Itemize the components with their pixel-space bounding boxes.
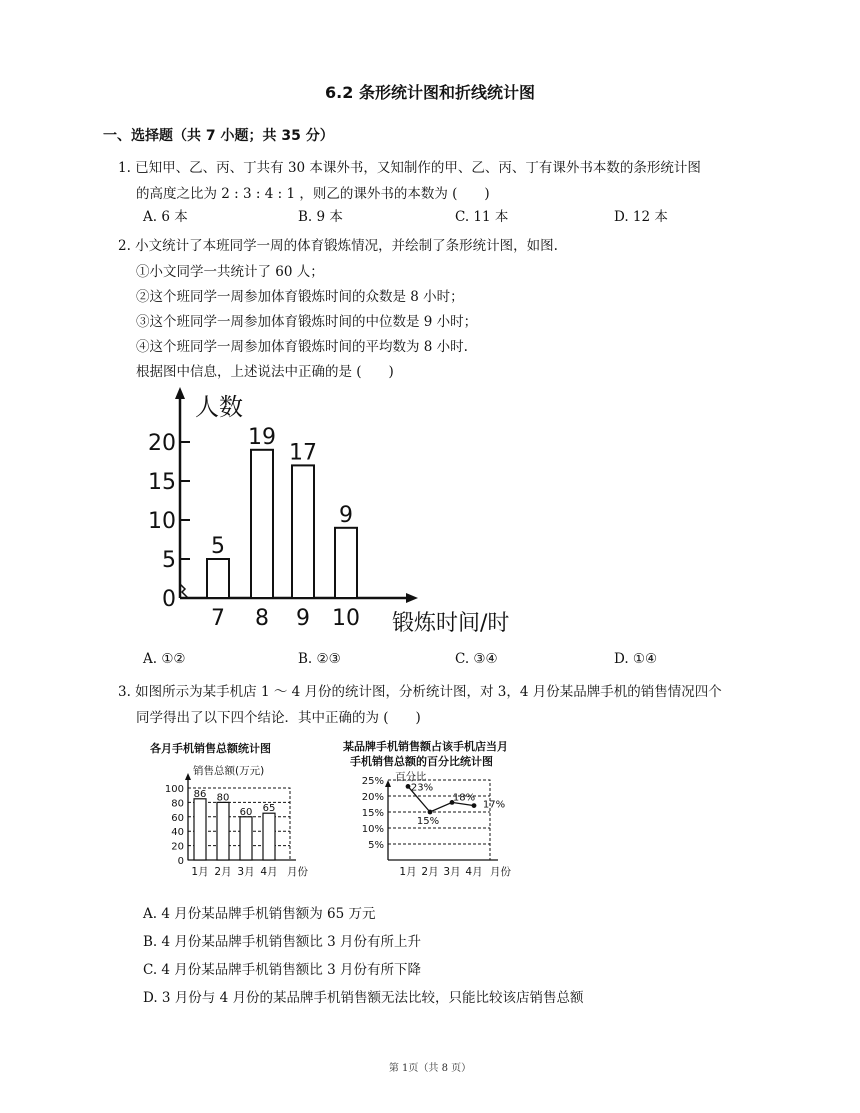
q2-statement-4: ④这个班同学一周参加体育锻炼时间的平均数为 8 小时. xyxy=(136,339,468,355)
q3-option-a[interactable]: A. 4 月份某品牌手机销售额为 65 万元 xyxy=(143,906,376,922)
chart2-xlabel: 月份 xyxy=(287,866,308,878)
chart2-value-label: 80 xyxy=(216,792,230,804)
chart2-bar xyxy=(263,813,275,860)
chart3-ytick-label: 25% xyxy=(361,776,384,787)
chart2-xtick-label: 3月 xyxy=(237,866,255,878)
chart1-xtick-label: 10 xyxy=(332,606,360,631)
chart3-ytick-label: 5% xyxy=(368,840,384,851)
q2-statement-1: ①小文同学一共统计了 60 人； xyxy=(136,264,324,280)
chart1-bar xyxy=(335,528,357,598)
chart2-value-label: 86 xyxy=(193,788,207,800)
chart1-xlabel: 锻炼时间/时 xyxy=(392,611,510,636)
q2-statement-3: ③这个班同学一周参加体育锻炼时间的中位数是 9 小时； xyxy=(136,314,478,330)
chart2-bar xyxy=(194,799,206,860)
chart2-ytick-label: 80 xyxy=(171,798,184,810)
q2-option-d[interactable]: D. ①④ xyxy=(614,651,658,667)
q3-line1: 3. 如图所示为某手机店 1 ～ 4 月份的统计图，分析统计图，对 3，4 月份某品牌手机的销售情况四个 xyxy=(118,684,722,700)
chart2-xtick-label: 1月 xyxy=(191,866,209,878)
q3-option-c[interactable]: C. 4 月份某品牌手机销售额比 3 月份有所下降 xyxy=(143,962,421,978)
chart3-value-label: 18% xyxy=(452,792,476,804)
chart3-xtick-label: 4月 xyxy=(465,866,483,878)
page-footer: 第 1页（共 8 页） xyxy=(388,1063,472,1074)
chart1-xtick-label: 8 xyxy=(255,606,269,631)
arrow-up-icon xyxy=(175,387,185,399)
chart3-point xyxy=(472,803,477,808)
chart3-title-line2: 手机销售总额的百分比统计图 xyxy=(350,755,493,768)
chart3-xtick-label: 2月 xyxy=(421,866,439,878)
chart1-bar xyxy=(292,465,314,598)
chart3-ytick-label: 20% xyxy=(361,792,384,803)
q1-option-b[interactable]: B. 9 本 xyxy=(298,209,343,225)
chart1-value-label: 17 xyxy=(289,440,317,466)
q2-statement-2: ②这个班同学一周参加体育锻炼时间的众数是 8 小时； xyxy=(136,289,464,305)
chart2-ytick-label: 100 xyxy=(164,784,184,795)
q3-line2: 同学得出了以下四个结论．其中正确的为 ( ) xyxy=(136,710,421,726)
chart3-xlabel: 月份 xyxy=(490,866,511,878)
chart2-ytick-label: 60 xyxy=(171,812,184,824)
chart3-point xyxy=(406,784,411,789)
chart3-ytick-label: 15% xyxy=(361,808,384,819)
q1-option-c[interactable]: C. 11 本 xyxy=(455,209,509,225)
q1-line2: 的高度之比为 2 : 3 : 4 : 1 ，则乙的课外书的本数为 ( ) xyxy=(136,186,490,202)
q1-option-d[interactable]: D. 12 本 xyxy=(614,209,668,225)
chart1-value-label: 9 xyxy=(339,502,353,528)
q3-option-b[interactable]: B. 4 月份某品牌手机销售额比 3 月份有所上升 xyxy=(143,934,422,950)
chart2-ytick-label: 40 xyxy=(171,827,184,839)
brand-share-line-chart xyxy=(340,738,525,888)
q2-option-c[interactable]: C. ③④ xyxy=(455,651,498,667)
exercise-bar-chart xyxy=(140,385,570,650)
chart3-point xyxy=(428,810,433,815)
chart1-xtick-label: 7 xyxy=(211,606,225,631)
chart1-xtick-label: 9 xyxy=(296,606,310,631)
chart3-value-label: 15% xyxy=(416,816,440,827)
chart1-bar xyxy=(207,559,229,598)
chart3-xtick-label: 3月 xyxy=(443,866,461,878)
chart3-ytick-label: 10% xyxy=(361,824,384,835)
chart3-title-line1: 某品牌手机销售额占该手机店当月 xyxy=(343,740,508,753)
q2-option-b[interactable]: B. ②③ xyxy=(298,651,341,667)
arrow-right-icon xyxy=(406,593,418,603)
chart2-xtick-label: 2月 xyxy=(214,866,232,878)
chart3-ylabel: 百分比 xyxy=(395,771,427,783)
arrow-up-icon xyxy=(385,780,391,787)
q1-option-a[interactable]: A. 6 本 xyxy=(143,209,188,225)
chart1-ytick-label: 15 xyxy=(148,470,176,495)
q2-line1: 2. 小文统计了本班同学一周的体育锻炼情况，并绘制了条形统计图，如图. xyxy=(118,238,558,254)
chart3-xtick-label: 1月 xyxy=(399,866,417,878)
chart2-ylabel: 销售总额(万元) xyxy=(193,765,265,777)
chart2-value-label: 60 xyxy=(239,806,253,818)
q1-line1: 1. 已知甲、乙、丙、丁共有 30 本课外书，又知制作的甲、乙、丙、丁有课外书本数的条形统计图 xyxy=(118,160,701,176)
chart3-value-label: 23% xyxy=(410,782,434,794)
chart1-value-label: 19 xyxy=(248,424,276,450)
chart1-ytick-label: 20 xyxy=(148,431,176,456)
chart1-bar xyxy=(251,450,273,598)
section-heading: 一、选择题（共 7 小题；共 35 分） xyxy=(103,128,334,144)
chart1-ytick-label: 10 xyxy=(148,509,176,534)
chart2-ytick-label: 0 xyxy=(177,856,184,867)
chart2-title: 各月手机销售总额统计图 xyxy=(150,742,271,755)
chart2-xtick-label: 4月 xyxy=(260,866,278,878)
chart2-bar xyxy=(217,802,229,860)
chart2-bar xyxy=(240,817,252,860)
arrow-up-icon xyxy=(185,773,191,780)
monthly-sales-bar-chart xyxy=(145,738,325,888)
q2-option-a[interactable]: A. ①② xyxy=(143,651,186,667)
chart1-ytick-label: 0 xyxy=(162,587,176,612)
chart2-ytick-label: 20 xyxy=(171,841,184,853)
q3-option-d[interactable]: D. 3 月份与 4 月份的某品牌手机销售额无法比较，只能比较该店销售总额 xyxy=(143,990,584,1006)
chart1-ylabel: 人数 xyxy=(195,393,243,421)
q2-ask: 根据图中信息，上述说法中正确的是 ( ) xyxy=(136,364,394,380)
chart2-value-label: 65 xyxy=(262,803,276,815)
chart1-ytick-label: 5 xyxy=(162,548,176,573)
page-title: 6.2 条形统计图和折线统计图 xyxy=(325,83,535,102)
chart1-value-label: 5 xyxy=(211,534,225,559)
chart3-value-label: 17% xyxy=(482,799,506,811)
